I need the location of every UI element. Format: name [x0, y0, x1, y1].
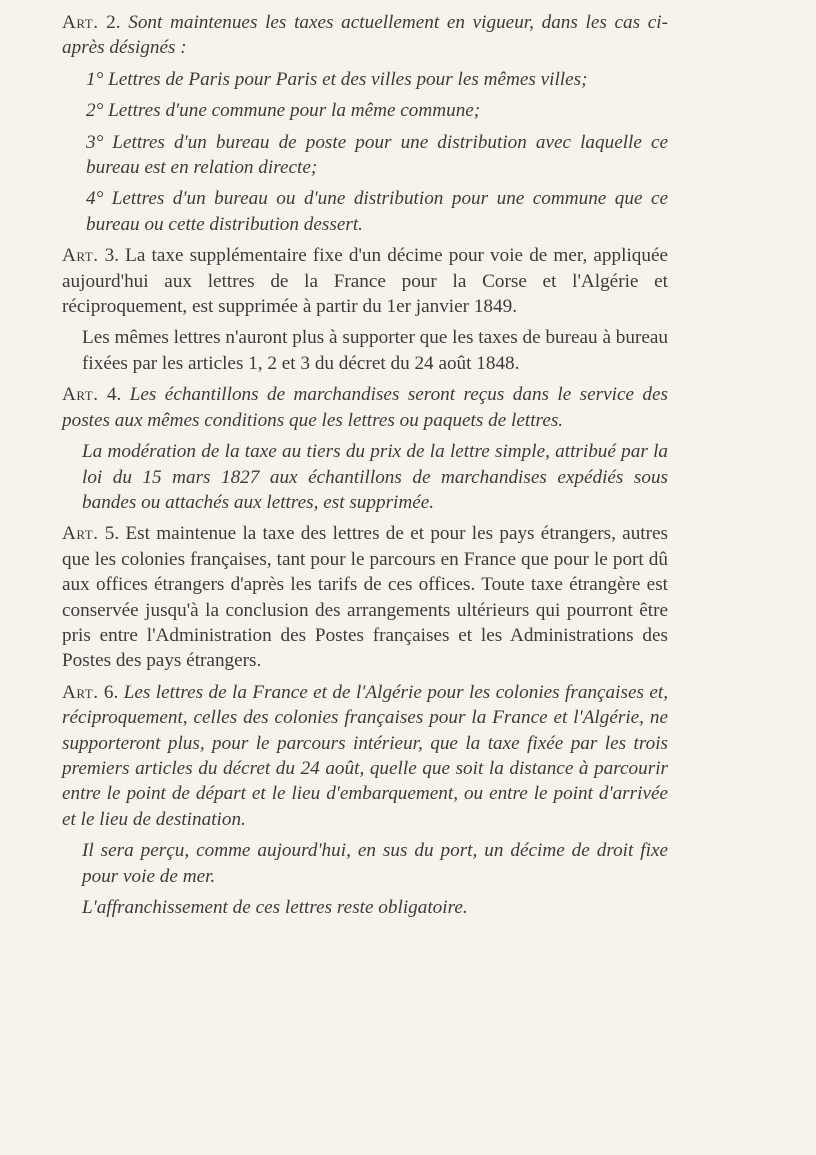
paragraph-text: Il sera perçu, comme aujourd'hui, en sus du port, un décime de droit fixe pour voie de mer. — [82, 840, 668, 887]
list-item-4 — [62, 186, 668, 237]
article-number: 2. — [106, 12, 121, 33]
paragraph-art-4 — [62, 382, 668, 433]
article-label: Art. — [62, 245, 99, 267]
article-text: La taxe supplémentaire fixe d'un décime pour voie de mer, appliquée aujourd'hui aux lettres de la France pour la Corse et l'Algérie et réciproquement, est supprimée à partir du 1er janvier 1849. — [62, 245, 669, 318]
article-number: 4. — [106, 384, 122, 406]
list-item-text: 4° Lettres d'un bureau ou d'une distribution pour une commune que ce bureau ou cette distribution dessert. — [86, 188, 668, 235]
article-number: 5. — [104, 523, 120, 545]
paragraph-art-4-cont — [62, 439, 668, 515]
article-label: Art. — [62, 681, 99, 703]
article-text: Les échantillons de marchandises seront reçus dans le service des postes aux mêmes conditions que les lettres ou paquets de lettres. — [62, 384, 669, 431]
article-text: Sont maintenues les taxes actuellement en vigueur, dans les cas ci-après désignés : — [62, 12, 668, 59]
paragraph-text: L'affranchissement de ces lettres reste obligatoire. — [82, 897, 468, 918]
article-text: Les lettres de la France et de l'Algérie pour les colonies françaises et, réciproquement, celles des colonies françaises pour la France et l'Algérie, ne supporteront plus, pour le parcours intérieur, que la taxe fixée par les trois premiers articles du décret du 24 août, quelle que soit la distance à parcourir entre le point de départ et le lieu d'embarquement, ou entre le point d'arrivée et le lieu de destination. — [62, 681, 668, 830]
list-item-2 — [62, 98, 668, 123]
paragraph-art-3-cont — [62, 325, 668, 376]
list-item-text: 3° Lettres d'un bureau de poste pour une distribution avec laquelle ce bureau est en relation directe; — [86, 131, 668, 179]
article-label: Art. — [62, 523, 99, 545]
list-item-text: 1° Lettres de Paris pour Paris et des villes pour les mêmes villes; — [86, 68, 588, 90]
article-label: Art. — [62, 384, 99, 406]
article-label: Art. — [62, 12, 99, 33]
article-number: 6. — [103, 681, 119, 703]
list-item-text: 2° Lettres d'une commune pour la même commune; — [86, 100, 481, 122]
list-item-1 — [62, 67, 668, 92]
paragraph-art-6-cont-1 — [62, 838, 668, 889]
paragraph-art-2 — [62, 10, 668, 61]
paragraph-art-5 — [62, 521, 668, 673]
paragraph-art-6-cont-2 — [62, 895, 668, 920]
article-number: 3. — [104, 245, 120, 267]
paragraph-art-6 — [62, 680, 668, 832]
paragraph-text: Les mêmes lettres n'auront plus à supporter que les taxes de bureau à bureau fixées par les articles 1, 2 et 3 du décret du 24 août 1848. — [82, 327, 668, 374]
paragraph-art-3 — [62, 243, 668, 319]
paragraph-text: La modération de la taxe au tiers du prix de la lettre simple, attribué par la loi du 15 mars 1827 aux échantillons de marchandises expédiés sous bandes ou attachés aux lettres, est supprimée. — [82, 441, 668, 513]
article-text: Est maintenue la taxe des lettres de et pour les pays étrangers, autres que les colonies françaises, tant pour le parcours en France que pour le port dû aux offices étrangers d'après les tarifs de ces offices. Toute taxe étrangère est conservée jusqu'à la conclusion des arrangements ultérieurs qui pourront être pris entre l'Administration des Postes françaises et les Administrations des Postes des pays étrangers. — [62, 523, 668, 672]
list-item-3 — [62, 130, 668, 181]
